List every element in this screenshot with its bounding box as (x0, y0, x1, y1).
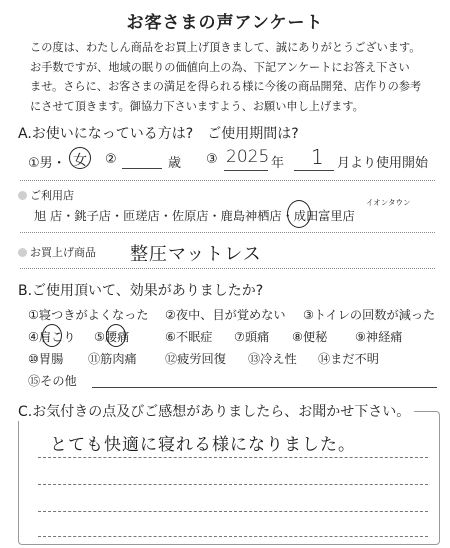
effect-option[interactable]: ⑪筋肉痛 (88, 352, 137, 366)
effect-option-other[interactable]: ⑮その他 (28, 374, 77, 388)
effect-option[interactable]: ⑧便秘 (292, 330, 328, 344)
product-label-text: お買上げ商品 (30, 246, 96, 259)
period-option: ③ (206, 152, 218, 167)
effect-option[interactable]: ①寝つきがよくなった (28, 308, 149, 322)
divider (20, 180, 435, 181)
age-option: ② (105, 152, 117, 167)
gender-female-option[interactable]: 女 (73, 153, 87, 169)
product-label (18, 244, 96, 260)
divider (20, 232, 435, 233)
selected-circle-mark (106, 324, 126, 347)
intro-line: にさせて頂きます。御協力下さいますよう、お願い申し上げます。 (30, 99, 364, 113)
month-suffix: 月より使用開始 (337, 156, 429, 171)
intro-line: この度は、わたしん商品をお買上げ頂きまして、誠にありがとうございます。 (30, 41, 421, 54)
intro-line: ませ。さらに、お客さまの満足を得られる様に今後の商品開発、店作りの参考 (30, 80, 422, 93)
store-furigana: イオンタウン (366, 198, 411, 207)
comment-line (38, 536, 428, 537)
year-blank (224, 170, 268, 171)
survey-title: お客さまの声アンケート (126, 13, 324, 33)
section-a-question: A.お使いになっている方は? ご使用期間は? (18, 126, 299, 142)
effect-option[interactable]: ③トイレの回数が減った (303, 308, 436, 322)
year-value[interactable]: 2025 (226, 147, 270, 167)
store-list[interactable]: 旭 店・銚子店・匝瑳店・佐原店・鹿島神栖店・成田富里店 (34, 209, 355, 223)
year-suffix: 年 (271, 156, 285, 171)
intro-line: お手数ですが、地域の眠りの価値向上の為、下記アンケートにお答え下さい (30, 60, 410, 74)
month-blank (294, 170, 334, 171)
gender-male-option[interactable]: ①男・ (28, 156, 66, 171)
effect-option[interactable]: ⑦頭痛 (234, 330, 270, 344)
age-suffix: 歳 (168, 156, 182, 171)
month-value[interactable]: 1 (311, 145, 324, 169)
effect-option[interactable]: ⑨神経痛 (355, 330, 403, 344)
other-blank[interactable] (92, 387, 437, 388)
stores-label (18, 187, 74, 203)
comment-line (38, 511, 428, 512)
selected-circle-mark (42, 324, 62, 347)
bullet-icon (18, 248, 27, 257)
effect-option[interactable]: ⑭まだ不明 (318, 352, 379, 366)
effect-option[interactable]: ⑥不眠症 (165, 330, 213, 344)
effect-option[interactable]: ②夜中、目が覚めない (165, 308, 286, 322)
section-c-question: C.お気付きの点及びご感想がありましたら、お聞かせ下さい。 (18, 401, 414, 421)
effect-option[interactable]: ⑩胃腸 (28, 352, 64, 366)
comment-answer[interactable]: とても快適に寝れる様になりました。 (50, 435, 356, 455)
effect-option[interactable]: ⑤腰痛 (94, 330, 130, 344)
divider (20, 268, 435, 269)
age-blank[interactable] (122, 168, 162, 169)
effect-option[interactable]: ④肩こり (28, 330, 76, 344)
bullet-icon (18, 191, 27, 200)
comment-line (38, 484, 428, 485)
stores-label-text: ご利用店 (30, 189, 74, 202)
intro-text (30, 38, 430, 116)
selected-circle-mark (69, 147, 91, 169)
effect-option[interactable]: ⑬冷え性 (248, 352, 297, 366)
comment-line (38, 457, 428, 458)
effect-option[interactable]: ⑫疲労回復 (165, 352, 226, 366)
section-b-question: B.ご使用頂いて、効果がありましたか? (18, 283, 264, 299)
selected-circle-mark (287, 200, 311, 228)
product-value[interactable]: 整圧マットレス (130, 244, 262, 265)
